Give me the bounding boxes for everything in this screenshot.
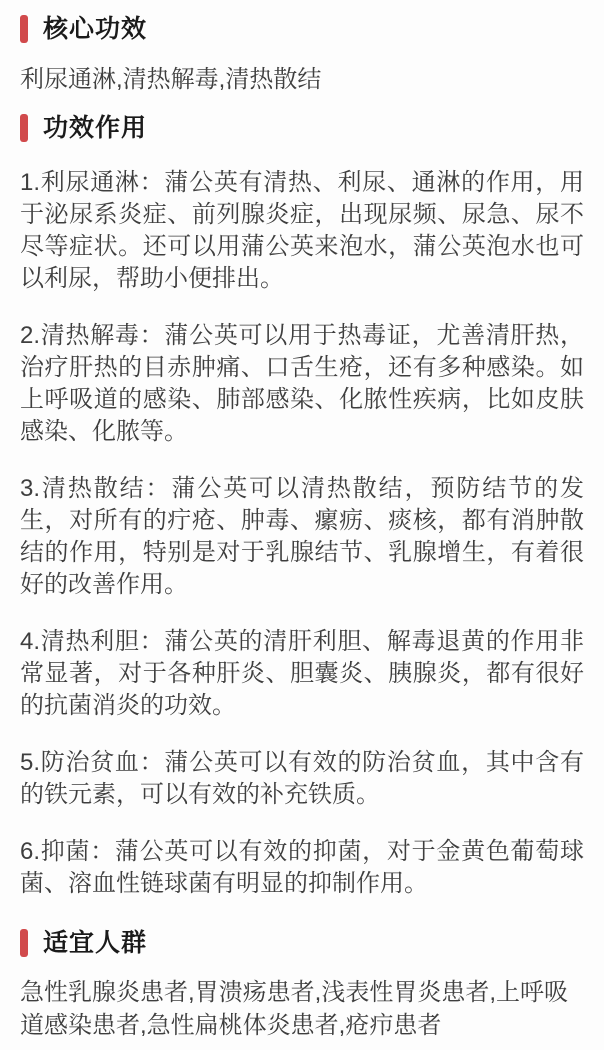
function-paragraph-4: 4.清热利胆：蒲公英的清肝利胆、解毒退黄的作用非常显著，对于各种肝炎、胆囊炎、胰腺炎，都有很好的抗菌消炎的功效。 xyxy=(20,628,584,719)
red-bar-icon xyxy=(20,929,28,957)
section-title-functions: 功效作用 xyxy=(43,114,148,142)
red-bar-icon xyxy=(20,114,28,142)
section-heading-suitable-people xyxy=(20,928,584,958)
function-paragraph-1: 1.利尿通淋：蒲公英有清热、利尿、通淋的作用，用于泌尿系炎症、前列腺炎症，出现尿频、尿急、尿不尽等症状。还可以用蒲公英来泡水，蒲公英泡水也可以利尿，帮助小便排出。 xyxy=(20,169,584,292)
function-paragraph-6: 6.抑菌：蒲公英可以有效的抑菌，对于金黄色葡萄球菌、溶血性链球菌有明显的抑制作用。 xyxy=(20,838,584,897)
core-effects-summary: 利尿通淋,清热解毒,清热散结 xyxy=(20,66,322,93)
red-bar-icon xyxy=(20,15,28,43)
function-paragraph-5: 5.防治贫血：蒲公英可以有效的防治贫血，其中含有的铁元素，可以有效的补充铁质。 xyxy=(20,749,584,808)
function-paragraph-2: 2.清热解毒：蒲公英可以用于热毒证，尤善清肝热，治疗肝热的目赤肿痛、口舌生疮，还有多种感染。如上呼吸道的感染、肺部感染、化脓性疾病，比如皮肤感染、化脓等。 xyxy=(20,322,584,445)
section-title-core-effects: 核心功效 xyxy=(43,15,148,43)
function-paragraph-3: 3.清热散结：蒲公英可以清热散结，预防结节的发生，对所有的疔疮、肿毒、瘰疬、痰核，都有消肿散结的作用，特别是对于乳腺结节、乳腺增生，有着很好的改善作用。 xyxy=(20,475,584,598)
section-title-suitable-people: 适宜人群 xyxy=(43,929,148,957)
section-heading-core-effects xyxy=(20,14,584,44)
section-heading-functions xyxy=(20,113,584,143)
suitable-people-summary: 急性乳腺炎患者,胃溃疡患者,浅表性胃炎患者,上呼吸道感染患者,急性扁桃体炎患者,疮疖患者 xyxy=(20,979,569,1039)
